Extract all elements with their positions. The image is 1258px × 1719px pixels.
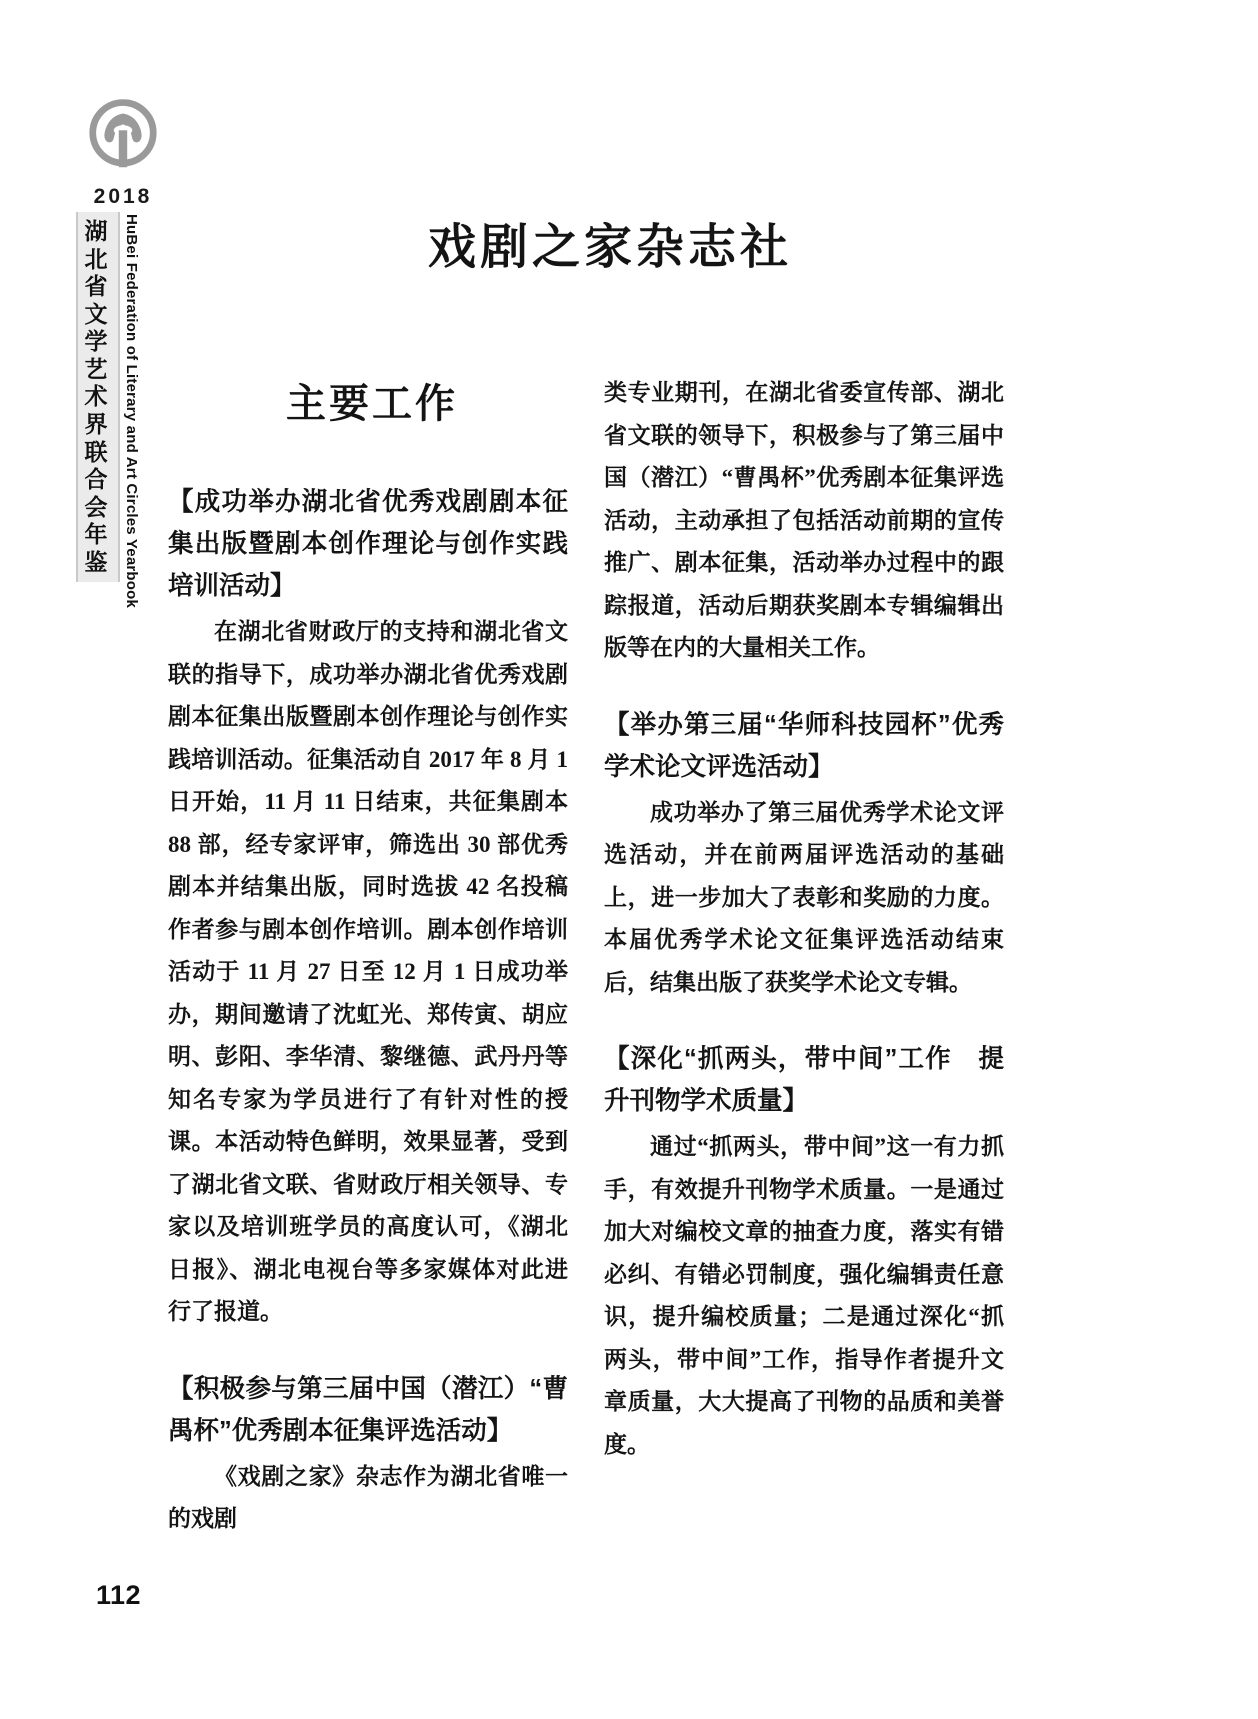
column-left	[168, 372, 568, 1543]
paragraph-drama-script-collection: 在湖北省财政厅的支持和湖北省文联的指导下，成功举办湖北省优秀戏剧剧本征集出版暨剧本创作理论与创作实践培训活动。征集活动自 2017 年 8 月 1 日开始，11 月 11 日结束，共征集剧本 88 部，经专家评审，筛选出 30 部优秀剧本并结集出版，同时选拔 42 名投稿作者参与剧本创作培训。剧本创作培训活动于 11 月 27 日至 12 月 1 日成功举办，期间邀请了沈虹光、郑传寅、胡应明、彭阳、李华清、黎继德、武丹丹等知名专家为学员进行了有针对性的授课。本活动特色鲜明，效果显著，受到了湖北省文联、省财政厅相关领导、专家以及培训班学员的高度认可，《湖北日报》、湖北电视台等多家媒体对此进行了报道。	[168, 619, 568, 1324]
page-number: 112	[96, 1580, 142, 1610]
paragraph-caoyu-cup-start: 《戏剧之家》杂志作为湖北省唯一的戏剧	[168, 1463, 568, 1531]
sidebar-char: 湖	[84, 218, 108, 244]
paragraph-huashi-tech-park-cup: 成功举办了第三届优秀学术论文评选活动，并在前两届评选活动的基础上，进一步加大了表彰和奖励的力度。本届优秀学术论文征集评选活动结束后，结集出版了获奖学术论文专辑。	[604, 799, 1004, 995]
sidebar-char: 界	[84, 411, 108, 438]
paragraph-deepen-two-ends: 通过“抓两头，带中间”这一有力抓手，有效提升刊物学术质量。一是通过加大对编校文章的抽查力度，落实有错必纠、有错必罚制度，强化编辑责任意识，提升编校质量；二是通过深化“抓两头，带中间”工作，指导作者提升文章质量，大大提高了刊物的品质和美誉度。	[604, 1134, 1004, 1457]
heading-caoyu-cup-participation: 【积极参与第三届中国（潜江）“曹禺杯”优秀剧本征集评选活动】	[168, 1374, 568, 1445]
column-right	[604, 372, 1004, 1468]
heading-drama-script-collection: 【成功举办湖北省优秀戏剧剧本征集出版暨剧本创作理论与创作实践培训活动】	[168, 488, 568, 600]
sidebar-char: 北	[84, 245, 108, 272]
sidebar-char: 省	[84, 273, 108, 300]
sidebar-vertical-title-cn	[76, 214, 116, 580]
article-columns	[168, 372, 1068, 1531]
sidebar-char: 会	[84, 493, 108, 520]
sidebar-vertical-title-en: HuBei Federation of Literary and Art Circles Yearbook	[123, 214, 140, 609]
sidebar-char: 艺	[84, 355, 108, 382]
sidebar-char: 术	[84, 383, 108, 410]
page-title: 戏剧之家杂志社	[427, 221, 792, 274]
heading-deepen-two-ends: 【深化“抓两头，带中间”工作 提升刊物学术质量】	[604, 1045, 1004, 1115]
logo-block	[68, 95, 178, 209]
sidebar-char: 联	[84, 438, 108, 465]
federation-emblem-icon	[81, 95, 165, 179]
logo-year: 2018	[93, 185, 153, 208]
sidebar-char: 文	[84, 300, 108, 327]
sidebar-char: 鉴	[84, 548, 108, 575]
heading-huashi-tech-park-cup: 【举办第三届“华师科技园杯”优秀学术论文评选活动】	[604, 710, 1004, 781]
sidebar-char: 合	[84, 466, 108, 493]
paragraph-caoyu-cup-continued: 类专业期刊，在湖北省委宣传部、湖北省文联的领导下，积极参与了第三届中国（潜江）“曹禺杯”优秀剧本征集评选活动，主动承担了包括活动前期的宣传推广、剧本征集，活动举办过程中的跟踪报道，活动后期获奖剧本专辑编辑出版等在内的大量相关工作。	[604, 380, 1004, 660]
section-title: 主要工作	[286, 382, 458, 426]
sidebar-char: 年	[84, 521, 108, 548]
sidebar-char: 学	[84, 328, 108, 355]
